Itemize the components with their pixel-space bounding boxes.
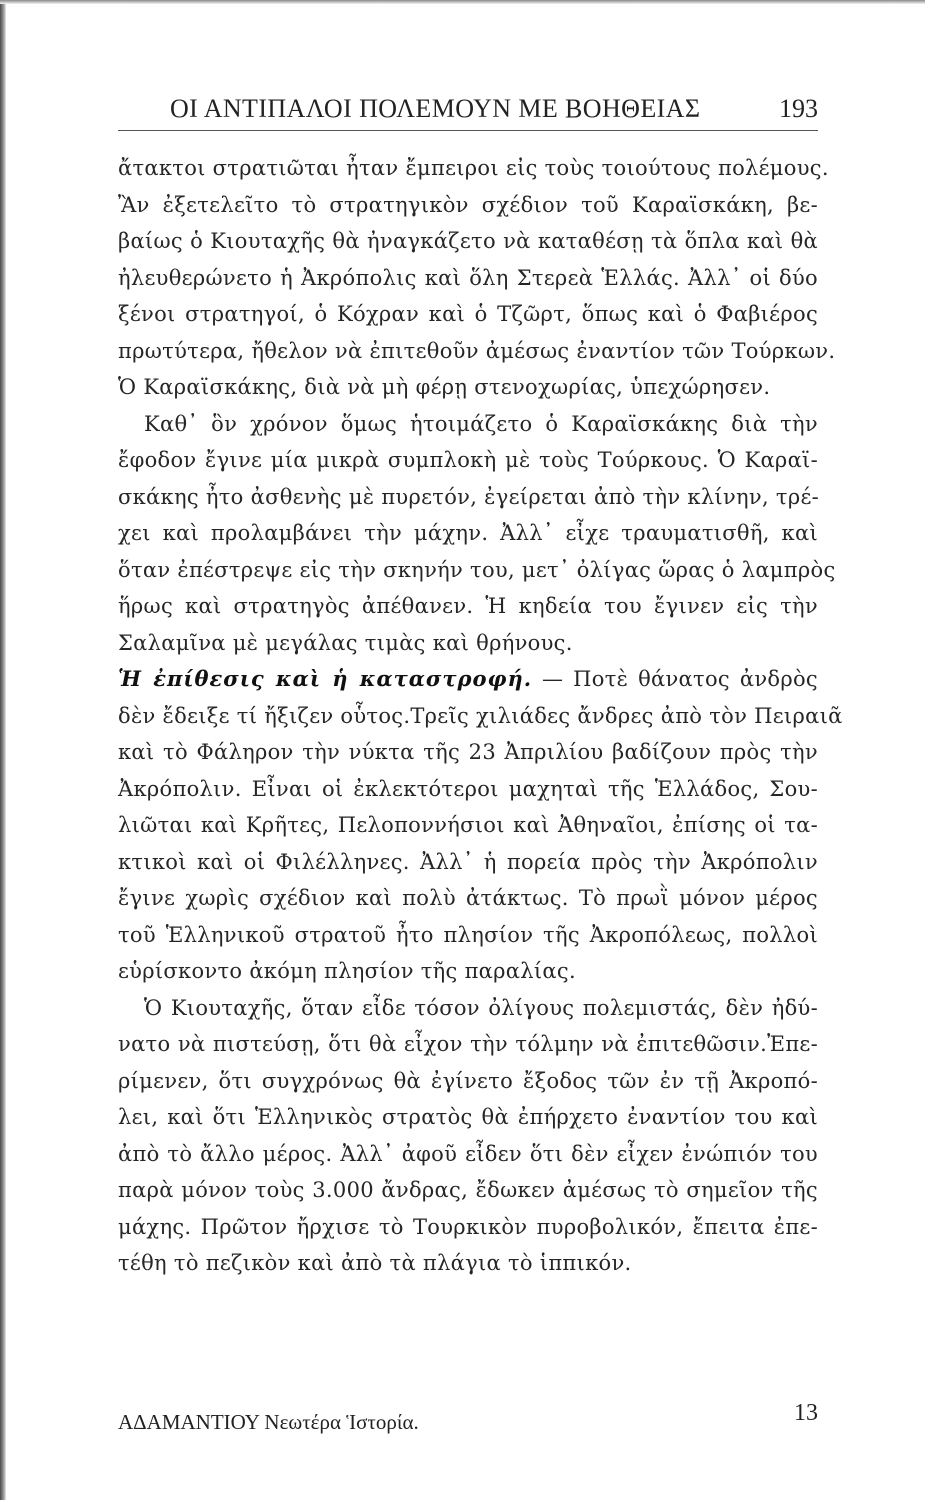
text-line: κτικοὶ καὶ οἱ Φιλέλληνες. Ἀλλ᾽ ἡ πορεία πρὸς τὴν Ἀκρόπολιν [118,849,818,874]
text-line: ἠλευθερώνετο ἡ Ἀκρόπολις καὶ ὅλη Στερεὰ Ἑλλάς. Ἀλλ᾽ οἱ δύο [118,265,818,290]
text-line: λιῶται καὶ Κρῆτες, Πελοποννήσιοι καὶ Ἀθηναῖοι, ἐπίσης οἱ τα- [118,813,818,837]
text-line: βαίως ὁ Κιουταχῆς θὰ ἠναγκάζετο νὰ καταθέσῃ τὰ ὅπλα καὶ θὰ [118,229,818,253]
page-number: 193 [779,94,818,123]
text-line: λει, καὶ ὅτι Ἑλληνικὸς στρατὸς θὰ ἐπήρχετο ἐναντίον του καὶ [118,1105,818,1129]
scan-edge-top [0,0,925,4]
text-line: ἄτακτοι στρατιῶται ἦταν ἔμπειροι εἰς τοὺς τοιούτους πολέμους. [118,156,829,180]
text-line: εὑρίσκοντο ἀκόμη πλησίον τῆς παραλίας. [118,959,576,983]
text-line: χει καὶ προλαμβάνει τὴν μάχην. Ἀλλ᾽ εἶχε τραυματισθῆ, καὶ [118,521,818,545]
text-line: ἀπὸ τὸ ἄλλο μέρος. Ἀλλ᾽ ἀφοῦ εἶδεν ὅτι δὲν εἶχεν ἐνώπιόν του [118,1141,818,1166]
text-line: Σαλαμῖνα μὲ μεγάλας τιμὰς καὶ θρήνους. [118,630,573,655]
text-line: Καθ᾽ ὃν χρόνον ὅμως ἡτοιμάζετο ὁ Καραϊσκάκης διὰ τὴν [144,411,818,436]
running-head [118,88,818,128]
text-line: ἔφοδον ἔγινε μία μικρὰ συμπλοκὴ μὲ τοὺς Τούρκους. Ὁ Καραϊ- [118,448,818,472]
text-line: ὅταν ἐπέστρεψε εἰς τὴν σκηνήν του, μετ᾽ ὀλίγας ὥρας ὁ λαμπρὸς [118,557,836,582]
section-heading: Ἡ ἐπίθεσις καὶ ἡ καταστροφή. [118,666,533,691]
text-line: Ἂν ἐξετελεῖτο τὸ στρατηγικὸν σχέδιον τοῦ Καραϊσκάκη, βε- [118,192,818,217]
text-line: πρωτύτερα, ἤθελον νὰ ἐπιτεθοῦν ἀμέσως ἐναντίον τῶν Τούρκων. [118,338,836,363]
text-line: καὶ τὸ Φάληρον τὴν νύκτα τῆς 23 Ἀπριλίου βαδίζουν πρὸς τὴν [118,740,818,764]
text-line: παρὰ μόνον τοὺς 3.000 ἄνδρας, ἔδωκεν ἀμέσως τὸ σημεῖον τῆς [118,1178,818,1202]
text-line: Ἀκρόπολιν. Εἶναι οἱ ἐκλεκτότεροι μαχηταὶ τῆς Ἑλλάδος, Σου- [118,776,818,801]
section-heading-line [118,661,818,698]
page-footer [118,1400,818,1440]
body-text [118,150,843,1282]
scan-edge-left [0,0,6,1500]
text-line: μάχης. Πρῶτον ἤρχισε τὸ Τουρκικὸν πυροβολικόν, ἔπειτα ἐπε- [118,1214,818,1239]
section-heading-continuation: — Ποτὲ θάνατος ἀνδρὸς [532,667,818,691]
text-line: ἔγινε χωρὶς σχέδιον καὶ πολὺ ἀτάκτως. Τὸ πρωῒ μόνον μέρος [118,886,818,910]
signature-mark: 13 [794,1400,818,1426]
text-line: τοῦ Ἑλληνικοῦ στρατοῦ ἦτο πλησίον τῆς Ἀκροπόλεως, πολλοὶ [118,922,818,947]
head-rule [118,130,818,131]
text-line: τέθη τὸ πεζικὸν καὶ ἀπὸ τὰ πλάγια τὸ ἱππικόν. [118,1251,632,1275]
text-line: νατο νὰ πιστεύσῃ, ὅτι θὰ εἶχον τὴν τόλμην νὰ ἐπιτεθῶσιν.Ἐπε- [118,1032,818,1056]
text-line: Ὁ Καραϊσκάκης, διὰ νὰ μὴ φέρῃ στενοχωρίας, ὑπεχώρησεν. [118,375,771,399]
running-title: ΟΙ ΑΝΤΙΠΑΛΟΙ ΠΟΛΕΜΟΥΝ ΜΕ ΒΟΗΘΕΙΑΣ [170,94,701,123]
text-line: ρίμενεν, ὅτι συγχρόνως θὰ ἐγίνετο ἔξοδος τῶν ἐν τῇ Ἀκροπό- [118,1068,818,1093]
text-line: ἥρως καὶ στρατηγὸς ἀπέθανεν. Ἡ κηδεία του ἔγινεν εἰς τὴν [118,594,818,618]
text-line: ξένοι στρατηγοί, ὁ Κόχραν καὶ ὁ Τζῶρτ, ὅπως καὶ ὁ Φαβιέρος [118,302,818,326]
text-line: δὲν ἔδειξε τί ἤξιζεν οὗτος.Τρεῖς χιλιάδες ἄνδρες ἀπὸ τὸν Πειραιᾶ [118,703,843,728]
text-line: σκάκης ἦτο ἀσθενὴς μὲ πυρετόν, ἐγείρεται ἀπὸ τὴν κλίνην, τρέ- [118,484,820,509]
footer-signature: ΑΔΑΜΑΝΤΙΟΥ Νεωτέρα Ἱστορία. [118,1410,419,1434]
text-line: Ὁ Κιουταχῆς, ὅταν εἶδε τόσον ὀλίγους πολεμιστάς, δὲν ἠδύ- [144,995,818,1020]
